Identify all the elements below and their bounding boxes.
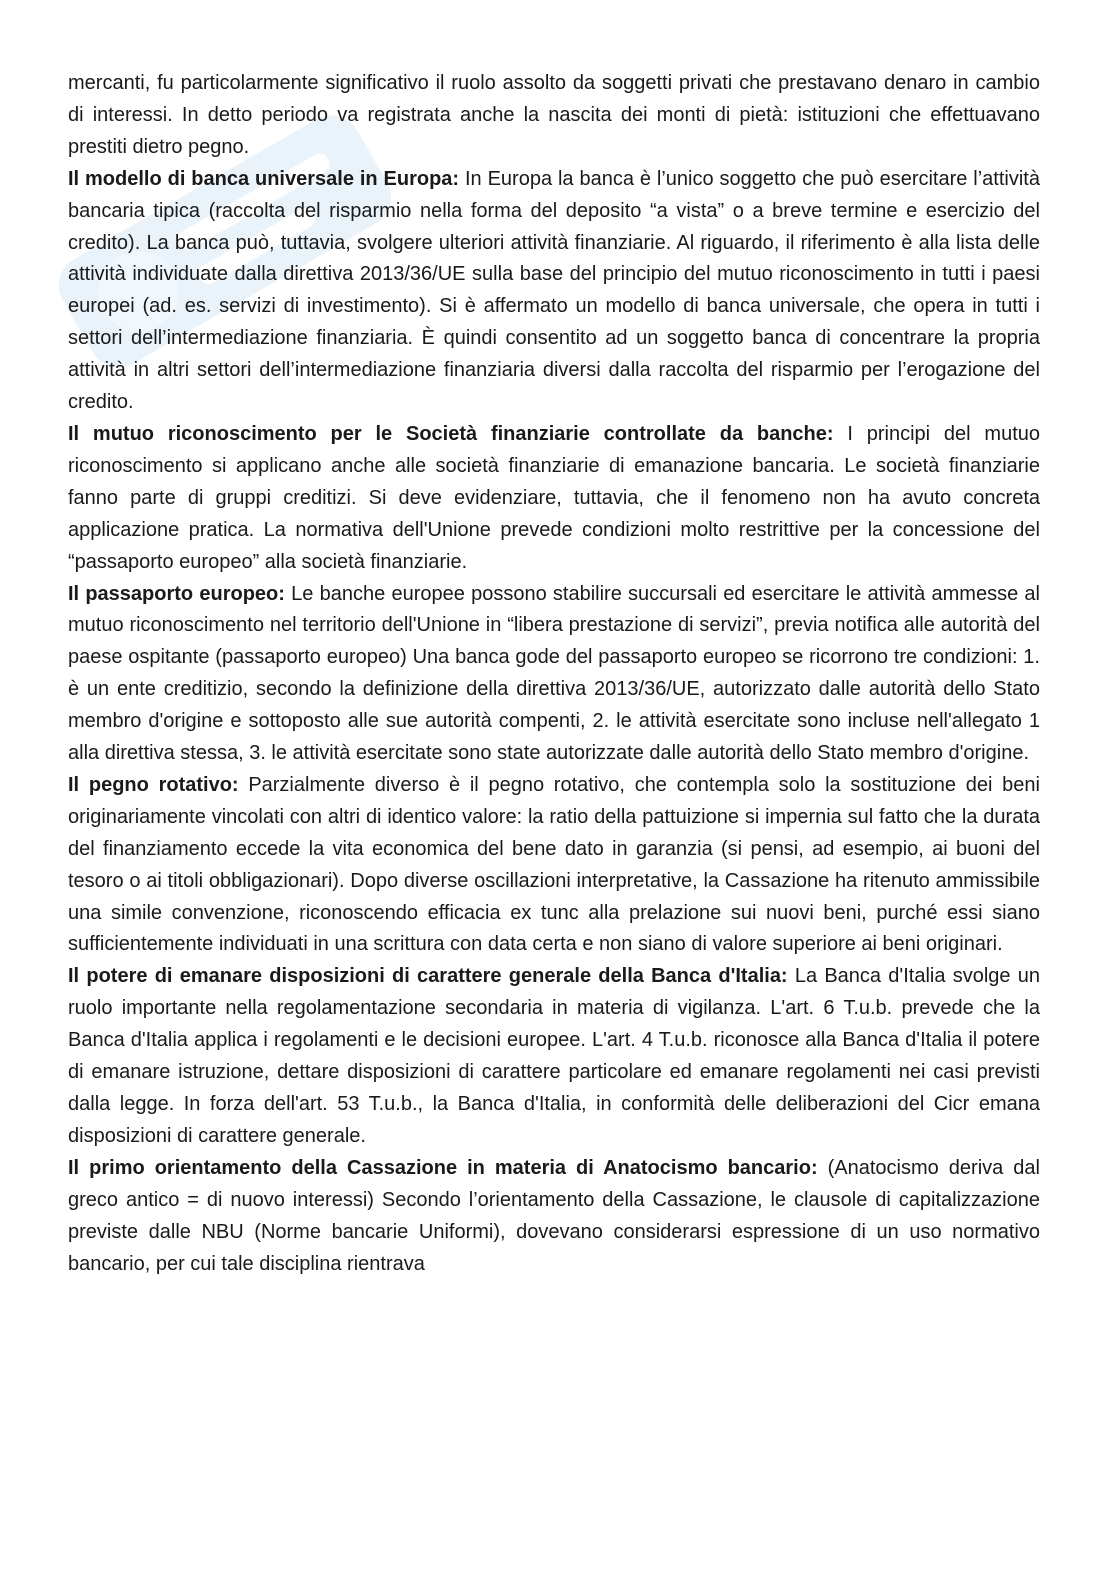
section-heading: Il mutuo riconoscimento per le Società finanziarie controllate da banche: bbox=[68, 422, 834, 445]
section-european-passport bbox=[68, 579, 1040, 770]
section-bank-of-italy-power bbox=[68, 961, 1040, 1152]
section-heading: Il primo orientamento della Cassazione in materia di Anatocismo bancario: bbox=[68, 1156, 818, 1179]
document-page bbox=[68, 68, 1040, 1280]
intro-paragraph: mercanti, fu particolarmente significativo il ruolo assolto da soggetti privati che prestavano denaro in cambio di interessi. In detto periodo va registrata anche la nascita dei monti di pietà: istituzioni che effettuavano prestiti dietro pegno. bbox=[68, 72, 1040, 158]
section-heading: Il potere di emanare disposizioni di carattere generale della Banca d'Italia: bbox=[68, 965, 788, 988]
section-anatocism bbox=[68, 1153, 1040, 1281]
section-heading: Il pegno rotativo: bbox=[68, 773, 239, 796]
section-body: I principi del mutuo riconoscimento si applicano anche alle società finanziarie di emanazione bancaria. Le società finanziarie fanno parte di gruppi creditizi. Si deve evidenziare, tuttavia, che il fenomeno non ha avuto concreta applicazione pratica. La normativa dell'Unione prevede condizioni molto restrittive per la concessione del “passaporto europeo” alla società finanziarie. bbox=[68, 422, 1041, 573]
section-body: Le banche europee possono stabilire succursali ed esercitare le attività ammesse al mutuo riconoscimento nel territorio dell'Unione in “libera prestazione di servizi”, previa notifica alle autorità del paese ospitante (passaporto europeo) Una banca gode del passaporto europeo se ricorrono tre condizioni: 1. è un ente creditizio, secondo la definizione della direttiva 2013/36/UE, autorizzato dalle autorità dello Stato membro d'origine e sottoposto alle sue autorità compenti, 2. le attività esercitate sono incluse nell'allegato 1 alla direttiva stessa, 3. le attività esercitate sono state autorizzate dalle autorità dello Stato membro d'origine. bbox=[68, 582, 1040, 765]
section-heading: Il modello di banca universale in Europa: bbox=[68, 167, 460, 190]
section-body: Parzialmente diverso è il pegno rotativo, che contempla solo la sostituzione dei beni originariamente vincolati con altri di identico valore: la ratio della pattuizione si impernia sul fatto che la durata del finanziamento eccede la vita economica del bene dato in garanzia (si pensi, ad esempio, ai buoni del tesoro o ai titoli obbligazionari). Dopo diverse oscillazioni interpretative, la Cassazione ha ritenuto ammissibile una simile convenzione, riconoscendo efficacia ex tunc alla prelazione sui nuovi beni, purché essi siano sufficientemente individuati in una scrittura con data certa e non siano di valore superiore ai beni originari. bbox=[68, 773, 1040, 956]
section-body: In Europa la banca è l’unico soggetto che può esercitare l’attività bancaria tipica (raccolta del risparmio nella forma del deposito “a vista” o a breve termine e esercizio del credito). La banca può, tuttavia, svolgere ulteriori attività finanziarie. Al riguardo, il riferimento è alla lista delle attività individuate dalla direttiva 2013/36/UE sulla base del principio del mutuo riconoscimento in tutti i paesi europei (ad. es. servizi di investimento). Si è affermato un modello di banca universale, che opera in tutti i settori dell’intermediazione finanziaria. È quindi consentito ad un soggetto banca di concentrare la propria attività in altri settori dell’intermediazione finanziaria diversi dalla raccolta del risparmio per l’erogazione del credito. bbox=[68, 167, 1040, 414]
section-universal-bank bbox=[68, 164, 1040, 419]
section-mutual-recognition bbox=[68, 419, 1040, 579]
section-body: (Anatocismo deriva dal greco antico = di nuovo interessi) Secondo l’orientamento della Cassazione, le clausole di capitalizzazione previste dalle NBU (Norme bancarie Uniformi), dovevano considerarsi espressione di un uso normativo bancario, per cui tale disciplina rientrava bbox=[68, 1156, 1040, 1275]
section-rotating-pledge bbox=[68, 770, 1040, 961]
section-heading: Il passaporto europeo: bbox=[68, 582, 285, 605]
section-body: La Banca d'Italia svolge un ruolo importante nella regolamentazione secondaria in materia di vigilanza. L'art. 6 T.u.b. prevede che la Banca d'Italia applica i regolamenti e le decisioni europee. L'art. 4 T.u.b. riconosce alla Banca d'Italia il potere di emanare istruzione, dettare disposizioni di carattere particolare ed emanare regolamenti nei casi previsti dalla legge. In forza dell'art. 53 T.u.b., la Banca d'Italia, in conformità delle deliberazioni del Cicr emana disposizioni di carattere generale. bbox=[68, 965, 1041, 1147]
